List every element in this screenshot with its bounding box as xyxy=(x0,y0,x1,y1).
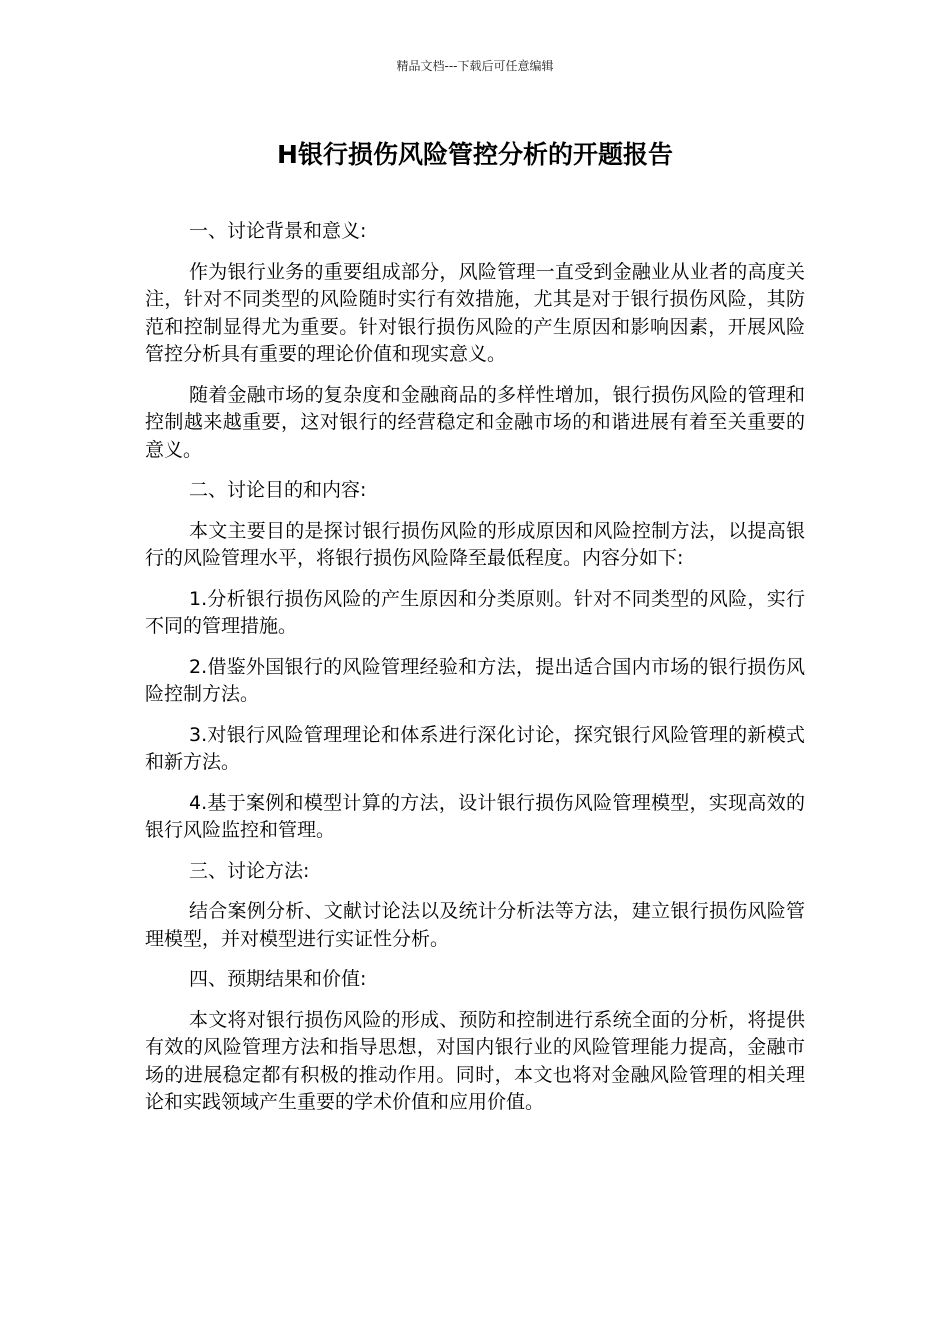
document-body xyxy=(145,218,805,1130)
paragraph-methods: 结合案例分析、文献讨论法以及统计分析法等方法，建立银行损伤风险管理模型，并对模型进行实证性分析。 xyxy=(145,900,805,950)
paragraph-expected-results: 本文将对银行损伤风险的形成、预防和控制进行系统全面的分析，将提供有效的风险管理方法和指导思想，对国内银行业的风险管理能力提高，金融市场的进展稳定都有积极的推动作用。同时，本文也将对金融风险管理的相关理论和实践领域产生重要的学术价值和应用价值。 xyxy=(145,1008,805,1113)
paragraph-background-1: 作为银行业务的重要组成部分，风险管理一直受到金融业从业者的高度关注，针对不同类型的风险随时实行有效措施，尤其是对于银行损伤风险，其防范和控制显得尤为重要。针对银行损伤风险的产生原因和影响因素，开展风险管控分析具有重要的理论价值和现实意义。 xyxy=(145,260,805,365)
section-heading-purpose: 二、讨论目的和内容: xyxy=(189,479,367,501)
list-item-1: 1.分析银行损伤风险的产生原因和分类原则。针对不同类型的风险，实行不同的管理措施。 xyxy=(145,587,805,637)
section-heading-expected-results: 四、预期结果和价值: xyxy=(189,968,367,990)
paragraph-purpose-intro: 本文主要目的是探讨银行损伤风险的形成原因和风险控制方法，以提高银行的风险管理水平，将银行损伤风险降至最低程度。内容分如下: xyxy=(145,519,805,569)
list-item-4: 4.基于案例和模型计算的方法，设计银行损伤风险管理模型，实现高效的银行风险监控和管理。 xyxy=(145,791,805,841)
header-note: 精品文档---下载后可任意编辑 xyxy=(396,59,554,73)
paragraph-background-2: 随着金融市场的复杂度和金融商品的多样性增加，银行损伤风险的管理和控制越来越重要，这对银行的经营稳定和金融市场的和谐进展有着至关重要的意义。 xyxy=(145,383,805,461)
list-item-2: 2.借鉴外国银行的风险管理经验和方法，提出适合国内市场的银行损伤风险控制方法。 xyxy=(145,655,805,705)
section-heading-methods: 三、讨论方法: xyxy=(189,859,310,882)
document-title: H银行损伤风险管控分析的开题报告 xyxy=(277,140,673,169)
list-item-3: 3.对银行风险管理理论和体系进行深化讨论，探究银行风险管理的新模式和新方法。 xyxy=(145,723,805,773)
section-heading-background: 一、讨论背景和意义: xyxy=(189,220,367,242)
